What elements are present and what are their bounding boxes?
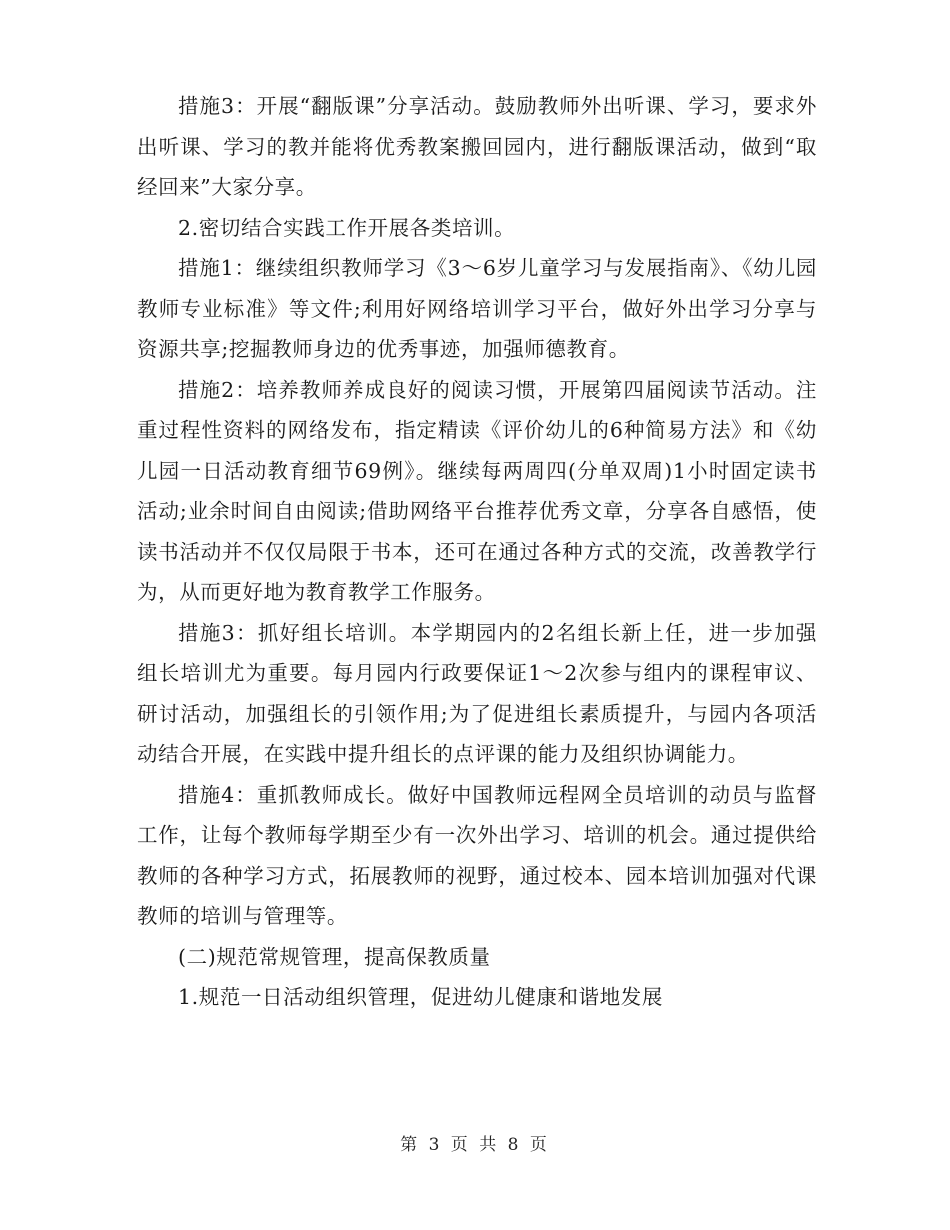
paragraph-heading-training: 2.密切结合实践工作开展各类培训。 [178, 215, 516, 240]
paragraph-measure-1-study: 措施1：继续组织教师学习《3～6岁儿童学习与发展指南》、《幼儿园教师专业标准》等文件;利用好网络培训学习平台，做好外出学习分享与资源共享;挖掘教师身边的优秀事迹，加强师德教育。 [137, 256, 817, 361]
paragraph-measure-2-reading: 措施2：培养教师养成良好的阅读习惯，开展第四届阅读节活动。注重过程性资料的网络发布，指定精读《评价幼儿的6种简易方法》和《幼儿园一日活动教育细节69例》。继续每两周四(分单双周)1小时固定读书活动;业余时间自由阅读;借助网络平台推荐优秀文章，分享各自感悟，使读书活动并不仅仅局限于书本，还可在通过各种方式的交流，改善教学行为，从而更好地为教育教学工作服务。 [137, 377, 817, 604]
page-number-footer: 第 3 页 共 8 页 [400, 1135, 550, 1155]
paragraph-subheading-daily-activity: 1.规范一日活动组织管理，促进幼儿健康和谐地发展 [178, 985, 663, 1009]
paragraph-section-heading-routine: (二)规范常规管理，提高保教质量 [178, 944, 491, 969]
document-body [137, 86, 817, 1018]
paragraph-measure-4-teacher-growth: 措施4：重抓教师成长。做好中国教师远程网全员培训的动员与监督工作，让每个教师每学期至少有一次外出学习、培训的机会。通过提供给教师的各种学习方式，拓展教师的视野，通过校本、园本培训加强对代课教师的培训与管理等。 [137, 782, 817, 928]
paragraph-measure-3-flip-class: 措施3：开展“翻版课”分享活动。鼓励教师外出听课、学习，要求外出听课、学习的教并能将优秀教案搬回园内，进行翻版课活动，做到“取经回来”大家分享。 [137, 94, 817, 199]
paragraph-measure-3-group-leader: 措施3：抓好组长培训。本学期园内的2名组长新上任，进一步加强组长培训尤为重要。每月园内行政要保证1～2次参与组内的课程审议、研讨活动，加强组长的引领作用;为了促进组长素质提升，与园内各项活动结合开展，在实践中提升组长的点评课的能力及组织协调能力。 [137, 620, 817, 766]
